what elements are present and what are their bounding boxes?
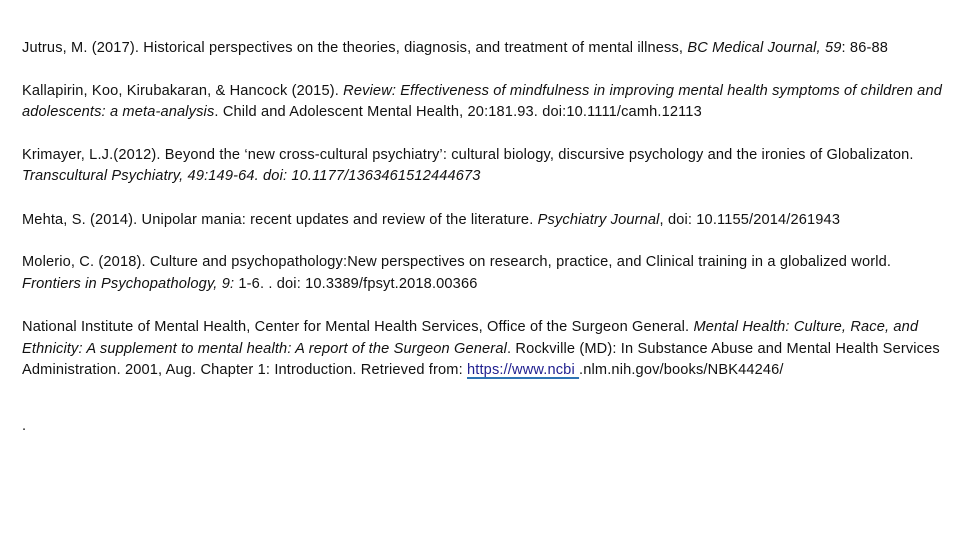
- reference-mehta: Mehta, S. (2014). Unipolar mania: recent updates and review of the literature. Psychiatry Journal, doi: 10.1155/2014/261943: [22, 211, 841, 228]
- reference-kallapirin: Kallapirin, Koo, Kirubakaran, & Hancock (2015). Review: Effectiveness of mindfulness in improving mental health symptoms of children and adolescents: a meta-analysis. Child and Adolescent Mental Health, 20:181.93. doi:10.1111/camh.12113: [22, 82, 942, 120]
- reference-molerio: Molerio, C. (2018). Culture and psychopathology:New perspectives on research, practice, and Clinical training in a globalized world. Frontiers in Psychopathology, 9: 1-6. . doi: 10.3389/fpsyt.2018.00366: [22, 254, 892, 292]
- trailing-period: .: [22, 417, 27, 434]
- journal-title: Transcultural Psychiatry, 49:149-64. doi: 10.1177/1363461512444673: [22, 168, 481, 184]
- ncbi-link[interactable]: https://www.ncbi: [467, 362, 580, 378]
- reference-nimh: National Institute of Mental Health, Center for Mental Health Services, Office of the Surgeon General. Mental Health: Culture, Race, and Ethnicity: A supplement to mental health: A report of the Surgeon General. Rockville (MD): In Substance Abuse and Mental Health Services Administration. 2001, Aug. Chapter 1: Introduction. Retrieved from: https://www.ncbi .nlm.nih.gov/books/NBK44246/: [22, 319, 940, 378]
- journal-title: BC Medical Journal, 59: [687, 40, 842, 56]
- reference-list: [22, 38, 944, 437]
- reference-krimayer: Krimayer, L.J.(2012). Beyond the ‘new cross-cultural psychiatry’: cultural biology, discursive psychology and the ironies of Globalizaton. Transcultural Psychiatry, 49:149-64. doi: 10.1177/1363461512444673: [22, 146, 914, 184]
- journal-title: Psychiatry Journal: [537, 211, 660, 228]
- report-title: Mental Health: Culture, Race, and Ethnicity: A supplement to mental health: A report of the Surgeon General: [22, 319, 919, 357]
- journal-title: Frontiers in Psychopathology, 9:: [22, 275, 235, 292]
- article-title: Review: Effectiveness of mindfulness in improving mental health symptoms of children and adolescents: a meta-analysis: [22, 82, 942, 120]
- reference-jutrus: Jutrus, M. (2017). Historical perspectives on the theories, diagnosis, and treatment of mental illness, BC Medical Journal, 59: 86-88: [22, 40, 889, 56]
